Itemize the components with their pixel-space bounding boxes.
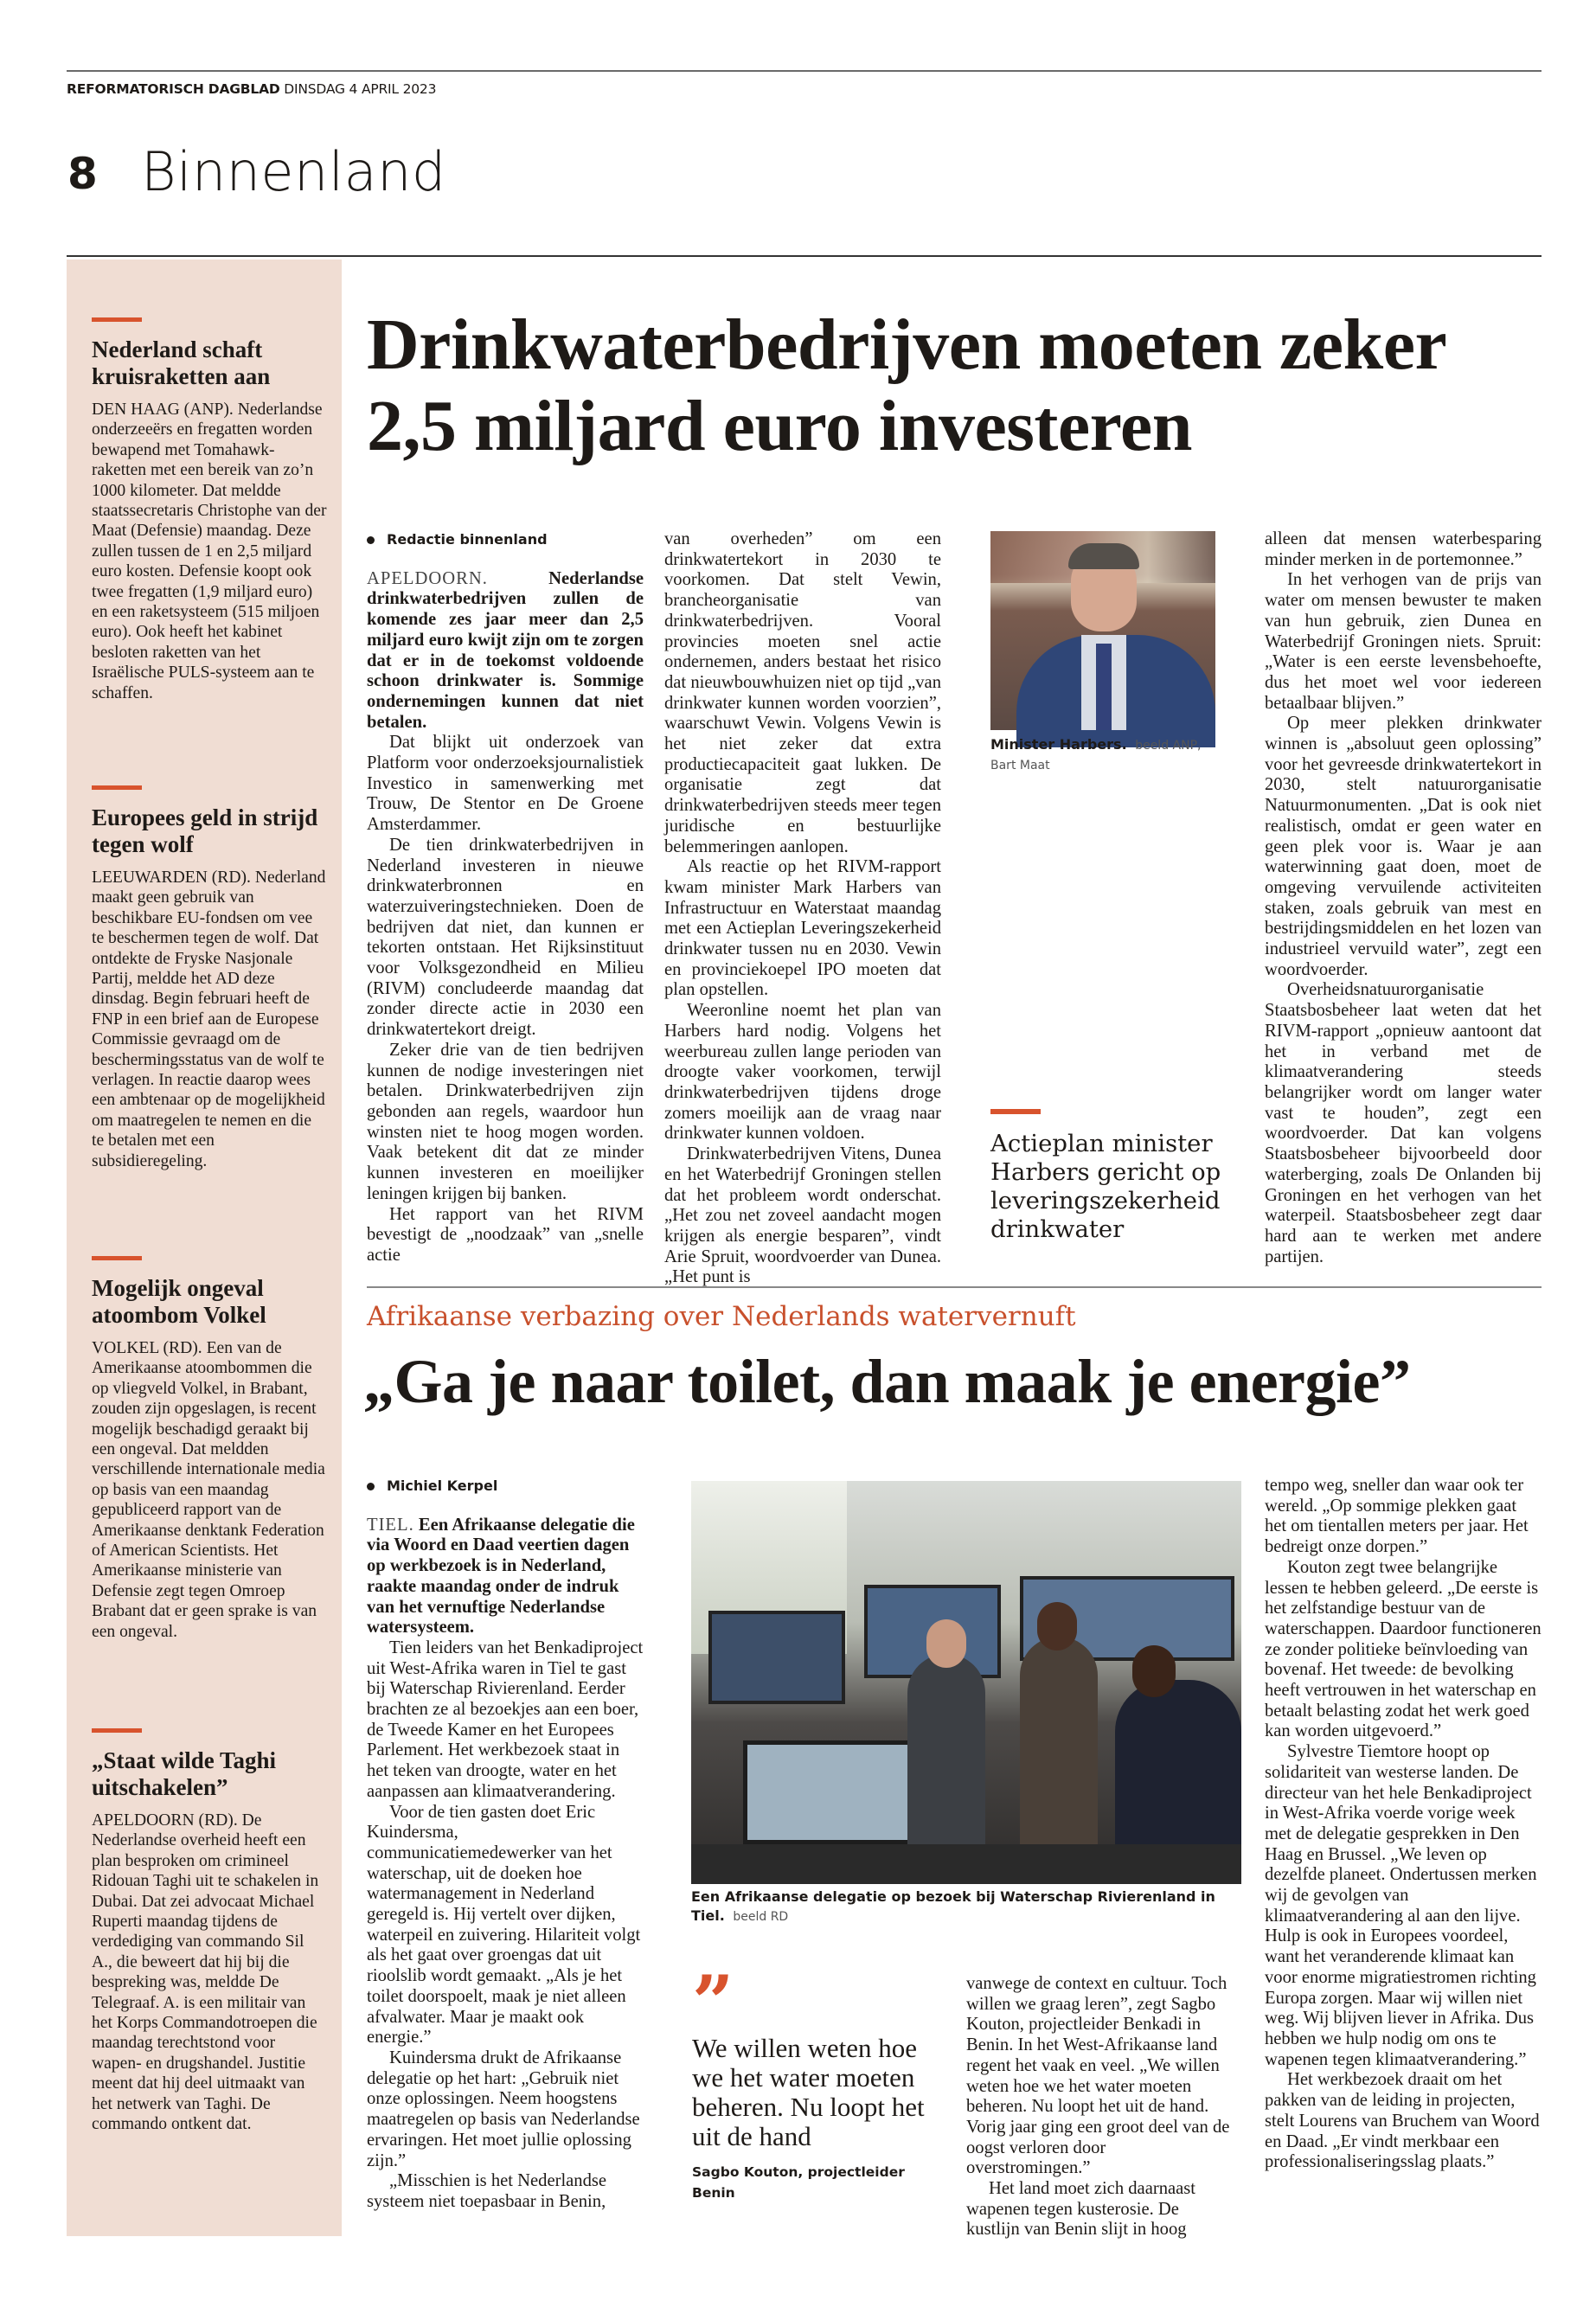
paragraph: Het werkbezoek draait om het pakken van de leiding in projecten, stelt Lourens van Bruchem van Woord en Daad. „Er vindt merkbaar een professionaliseringsslag plaats.” [1265, 2070, 1540, 2172]
paragraph: Drinkwaterbedrijven Vitens, Dunea en het Waterbedrijf Groningen stellen dat het probleem wordt onderschat. „Het zou net zoveel aandacht mogen krijgen als energie besparen”, vindt Arie Spruit, woordvoerder van Dunea. „Het punt is [664, 1144, 941, 1287]
section-title: Binnenland [141, 140, 446, 203]
paragraph: Voor de tien gasten doet Eric Kuindersma, communicatiemedewerker van het waterschap, uit de doeken hoe watermanagement in Nederland geregeld is. Hij vertelt over dijken, waterpeil en zuivering. Hilariteit volgt als het gaat over groengas dat uit rioolslib wordt gemaakt. „Als je het toilet doorspoelt, maak je niet alleen afvalwater. Maar je maakt ook energie.” [367, 1802, 641, 2048]
article2-column-3 [966, 1974, 1230, 2242]
column-text [367, 733, 644, 1266]
sidebar-item-body: APELDOORN (RD). De Nederlandse overheid heeft een plan besproken om crimineel Ridouan Taghi uit te schakelen in Dubai. Dat zei advocaat Michael Ruperti maandag tijdens de verdediging van commando Sil A., die beweert dat hij bij die bespreking was, meldde De Telegraaf. A. is een militair van het Korps Commandotroepen die maandag terechtstond voor wapen- en drugshandel. Justitie meent dat hij deel uitmaakt van het netwerk van Taghi. De commando ontkent dat. [92, 1811, 319, 2134]
article1-column-2 [664, 529, 941, 1287]
column-text [966, 1974, 1230, 2240]
paragraph: Dat blijkt uit onderzoek van Platform voor onderzoeksjournalistiek Investico in samenwerking met Trouw, De Stentor en De Groene Amsterdammer. [367, 733, 644, 835]
header-rule [67, 255, 1542, 257]
photo-caption [691, 1888, 1245, 1926]
lead-text: Nederlandse drinkwaterbedrijven zullen de komende zes jaar meer dan 2,5 miljard euro kwijt zijn om te zorgen dat er in de toekomst voldoende schoon drinkwater is. Sommige ondernemingen kunnen dat niet betalen. [367, 568, 644, 732]
article2-column-1 [367, 1476, 644, 2246]
sidebar-item-body: LEEUWARDEN (RD). Nederland maakt geen gebruik van beschikbare EU-fondsen om vee te beschermen tegen de wolf. Dat ontdekte de Fryske Nasjonale Partij, meldde het AD deze dinsdag. Begin februari heeft de FNP in een brief aan de Europese Commissie gevraagd om de beschermingsstatus van de wolf te verlagen. In reactie daarop wees een ambtenaar op de mogelijkheid om maatregelen te nemen en die te betalen met een subsidieregeling. [92, 868, 326, 1170]
paragraph: Overheidsnatuurorganisatie Staatsbosbeheer laat weten dat het RIVM-rapport „opnieuw aantoont dat het in verband met de klimaatverandering steeds belangrijker wordt om langer water vast te houden”, zegt een woordvoerder. Dat kan volgens Staatsbosbeheer bijvoorbeeld door waterberging, zoals De Onlanden bij Groningen en het verhogen van het waterpeil. Staatsbosbeheer zegt daar hard aan te werken met andere partijen. [1265, 980, 1542, 1266]
sidebar-item [92, 1728, 327, 2135]
article1-column-4 [1265, 529, 1542, 1266]
column-text [367, 1638, 644, 2213]
photo-caption [990, 735, 1224, 775]
byline [367, 1476, 644, 1497]
lead-text: Een Afrikaanse delegatie die via Woord en Daad veertien dagen op werkbezoek is in Nederland, raakte maandag onder de indruk van het vernuftige Nederlandse watersysteem. [367, 1515, 635, 1638]
sidebar-item [92, 317, 327, 703]
quote-mark-icon: ” [692, 1959, 734, 2045]
page-number: 8 [67, 149, 98, 199]
paragraph: van overheden” om een drinkwatertekort in 2030 te voorkomen. Dat stelt Vewin, brancheorganisatie van drinkwaterbedrijven. Vooral provincies moeten snel actie ondernemen, anders bestaat het risico dat nieuwbouwhuizen niet op tijd „van drinkwater kunnen worden voorzien”, waarschuwt Vewin. Volgens Vewin is het niet zeker dat extra productiecapaciteit gaat lukken. De organisatie zegt dat drinkwaterbedrijven steeds meer tegen juridische en bestuurlijke belemmeringen aanlopen. [664, 529, 941, 856]
sidebar-item-body: VOLKEL (RD). Een van de Amerikaanse atoombommen die op vliegveld Volkel, in Brabant, zouden zijn opgeslagen, is recent mogelijk beschadigd geraakt bij een ongeval. Dat meldden verschillende internationale media op basis van een maandag gepubliceerd rapport van de Amerikaanse denktank Federation of American Scientists. Het Amerikaanse ministerie van Defensie zegt tegen Omroep Brabant dat er geen sprake is van een ongeval. [92, 1339, 325, 1641]
accent-bar [92, 317, 142, 322]
column-text [1265, 1476, 1542, 2173]
quote-attribution: Sagbo Kouton, projectleider Benin [692, 2164, 905, 2201]
paragraph: tempo weg, sneller dan waar ook ter wereld. „Op sommige plekken gaat het om tientallen meters per jaar. Het bedreigt onze dorpen.” [1265, 1476, 1529, 1557]
accent-bar [990, 1109, 1041, 1114]
paragraph: Het rapport van het RIVM bevestigt de „noodzaak” van „snelle actie [367, 1204, 644, 1265]
article-divider [367, 1286, 1542, 1288]
sidebar-item [92, 785, 327, 1171]
accent-bar [92, 1728, 142, 1733]
paragraph: „Misschien is het Nederlandse systeem niet toepasbaar in Benin, [367, 2171, 607, 2211]
dateline: TIEL. [367, 1515, 414, 1535]
byline-text: Redactie binnenland [387, 531, 548, 548]
bullet-icon [367, 1483, 375, 1490]
issue-date: DINSDAG 4 APRIL 2023 [284, 81, 437, 97]
caption-text: Minister Harbers. [990, 736, 1127, 753]
article-lead [367, 1516, 644, 1638]
delegation-photo [691, 1481, 1241, 1884]
article-kicker: Afrikaanse verbazing over Nederlands watervernuft [367, 1301, 1076, 1332]
article1-column-1 [367, 529, 644, 1265]
paragraph: vanwege de context en cultuur. Toch willen we graag leren”, zegt Sagbo Kouton, projectleider Benkadi in Benin. In het West-Afrikaanse land regent het vaak en veel. „We willen weten hoe we het water moeten beheren. Nu loopt het uit de hand. Vorig jaar ging een groot deel van de oogst verloren door overstromingen.” [966, 1974, 1230, 2178]
article2-column-4 [1265, 1476, 1542, 2246]
byline [367, 529, 644, 550]
masthead [67, 81, 436, 97]
quote-text: We willen weten hoe we het water moeten beheren. Nu loopt het uit de hand [692, 2033, 925, 2151]
top-rule [67, 70, 1542, 72]
accent-bar [92, 785, 142, 790]
column-text [1265, 529, 1542, 1267]
sidebar-item [92, 1256, 327, 1642]
sidebar-item-body: DEN HAAG (ANP). Nederlandse onderzeeërs en fregatten worden bewapend met Tomahawk-raketten met een bereik van zo’n 1000 kilometer. Dat meldde staatssecretaris Christophe van der Maat (Defensie) maandag. Deze zullen tussen de 1 en 2,5 miljard euro kosten. Defensie koopt ook twee fregatten (1,9 miljard euro) en een raketsysteem (515 miljoen euro). Ook heeft het kabinet besloten raketten van het Israëlische PULS-systeem aan te schaffen. [92, 401, 327, 702]
article-lead [367, 569, 644, 734]
paragraph: De tien drinkwaterbedrijven in Nederland investeren in nieuwe drinkwaterbronnen en waterzuiveringstechnieken. Doen de bedrijven dat niet, dan kunnen er tekorten ontstaan. Het Rijksinstituut voor Volksgezondheid en Milieu (RIVM) concludeerde maandag dat zonder directe actie in 2030 een drinkwatertekort dreigt. [367, 835, 644, 1040]
paper-name: REFORMATORISCH DAGBLAD [67, 81, 280, 97]
paragraph: Zeker drie van de tien bedrijven kunnen de nodige investeringen niet betalen. Drinkwaterbedrijven zijn gebonden aan regels, waardoor hun winsten niet te hoog mogen worden. Vaak betekent dit dat ze minder kunnen investeren en moeilijker leningen krijgen bij banken. [367, 1040, 644, 1203]
pull-quote [692, 1959, 926, 2203]
article-headline: Drinkwaterbedrijven moeten zeker 2,5 miljard euro investeren [367, 304, 1445, 466]
paragraph: Weeronline noemt het plan van Harbers hard nodig. Volgens het weerbureau zullen lange perioden van droogte vaker voorkomen, terwijl drinkwaterbedrijven tijdens droge zomers moeilijk aan de vraag naar drinkwater kunnen voldoen. [664, 1001, 941, 1144]
column-text [664, 529, 941, 1288]
sidebar-item-title: „Staat wilde Taghi uitschakelen” [92, 1747, 277, 1800]
paragraph: In het verhogen van de prijs van water om mensen bewuster te maken van hun gebruik, zien Dunea en Waterbedrijf Groningen niets. Spruit: „Water is een eerste levensbehoefte, dus het moet wel voor iedereen betaalbaar blijven.” [1265, 570, 1542, 713]
side-headline: Actieplan minister Harbers gericht op leveringszekerheid drinkwater [990, 1130, 1221, 1243]
paragraph: Tien leiders van het Benkadiproject uit West-Afrika waren in Tiel te gast bij Waterschap Rivierenland. Eerder brachten ze al bezoekjes aan een boer, de Tweede Kamer en het Europees Parlement. Het werkbezoek staat in het teken van droogte, water en het aanpassen aan klimaatverandering. [367, 1638, 644, 1801]
dateline: APELDOORN. [367, 568, 488, 588]
photo-credit: beeld RD [733, 1910, 789, 1924]
sidebar-item-title: Nederland schaft kruisraketten aan [92, 336, 271, 389]
paragraph: alleen dat mensen waterbesparing minder merken in de portemonnee.” [1265, 529, 1542, 569]
sidebar-item-title: Mogelijk ongeval atoombom Volkel [92, 1275, 266, 1328]
news-sidebar [67, 260, 342, 2236]
paragraph: Kouton zegt twee belangrijke lessen te hebben geleerd. „De eerste is het zelfstandige bestuur van de waterschappen. Daardoor functioneren ze zonder politieke beïnvloeding van bovenaf. Het tweede: de bevolking heeft vertrouwen in het waterschap en betaalt belasting zodat het werk goed kan worden uitgevoerd.” [1265, 1557, 1542, 1741]
paragraph: Op meer plekken drinkwater winnen is „absoluut geen oplossing” voor het gevreesde drinkwatertekort in 2030, stelt natuurorganisatie Natuurmonumenten. „Dat is ook niet realistisch, omdat er geen water en geen plek voor is. Waar je aan waterwinning gaat doen, moet de omgeving vervuilende activiteiten staken, zoals gebruik van mest en bestrijdingsmiddelen en het lozen van industrieel vervuild water”, zegt een woordvoerder. [1265, 714, 1542, 979]
minister-photo [990, 531, 1215, 730]
paragraph: Sylvestre Tiemtore hoopt op solidariteit van westerse landen. De directeur van het hele Benkadiproject in West-Afrika voerde vorige week met de delegatie gesprekken in Den Haag en Brussel. „We leven op dezelfde planeet. Ondertussen merken wij de gevolgen van klimaatverandering al aan den lijve. Hulp is ook in Europees voordeel, want het veranderende klimaat kan voor enorme migratiestromen richting Europa zorgen. Maar wij willen niet weg. Wij blijven liever in Afrika. Dus hebben we hulp nodig om ons te wapenen tegen klimaatverandering.” [1265, 1742, 1537, 2069]
caption-text: Een Afrikaanse delegatie op bezoek bij Waterschap Rivierenland in Tiel. [691, 1888, 1215, 1924]
paragraph: Kuindersma drukt de Afrikaanse delegatie op het hart: „Gebruik niet onze oplossingen. Neem hoogstens maatregelen op basis van Nederlandse ervaringen. Het moet jullie oplossing zijn.” [367, 2048, 640, 2170]
article-headline: „Ga je naar toilet, dan maak je energie” [363, 1347, 1411, 1416]
paragraph: Het land moet zich daarnaast wapenen tegen kusterosie. De kustlijn van Benin slijt in hoog [966, 2179, 1196, 2240]
byline-text: Michiel Kerpel [387, 1477, 498, 1494]
accent-bar [92, 1256, 142, 1260]
paragraph: Als reactie op het RIVM-rapport kwam minister Mark Harbers van Infrastructuur en Waterstaat maandag met een Actieplan Leveringszekerheid drinkwater tussen nu en 2030. Vewin en provinciekoepel IPO moeten dat plan opstellen. [664, 857, 941, 1000]
sidebar-item-title: Europees geld in strijd tegen wolf [92, 804, 318, 857]
photo-credit: beeld ANP, Bart Maat [990, 739, 1202, 772]
bullet-icon [367, 536, 375, 544]
